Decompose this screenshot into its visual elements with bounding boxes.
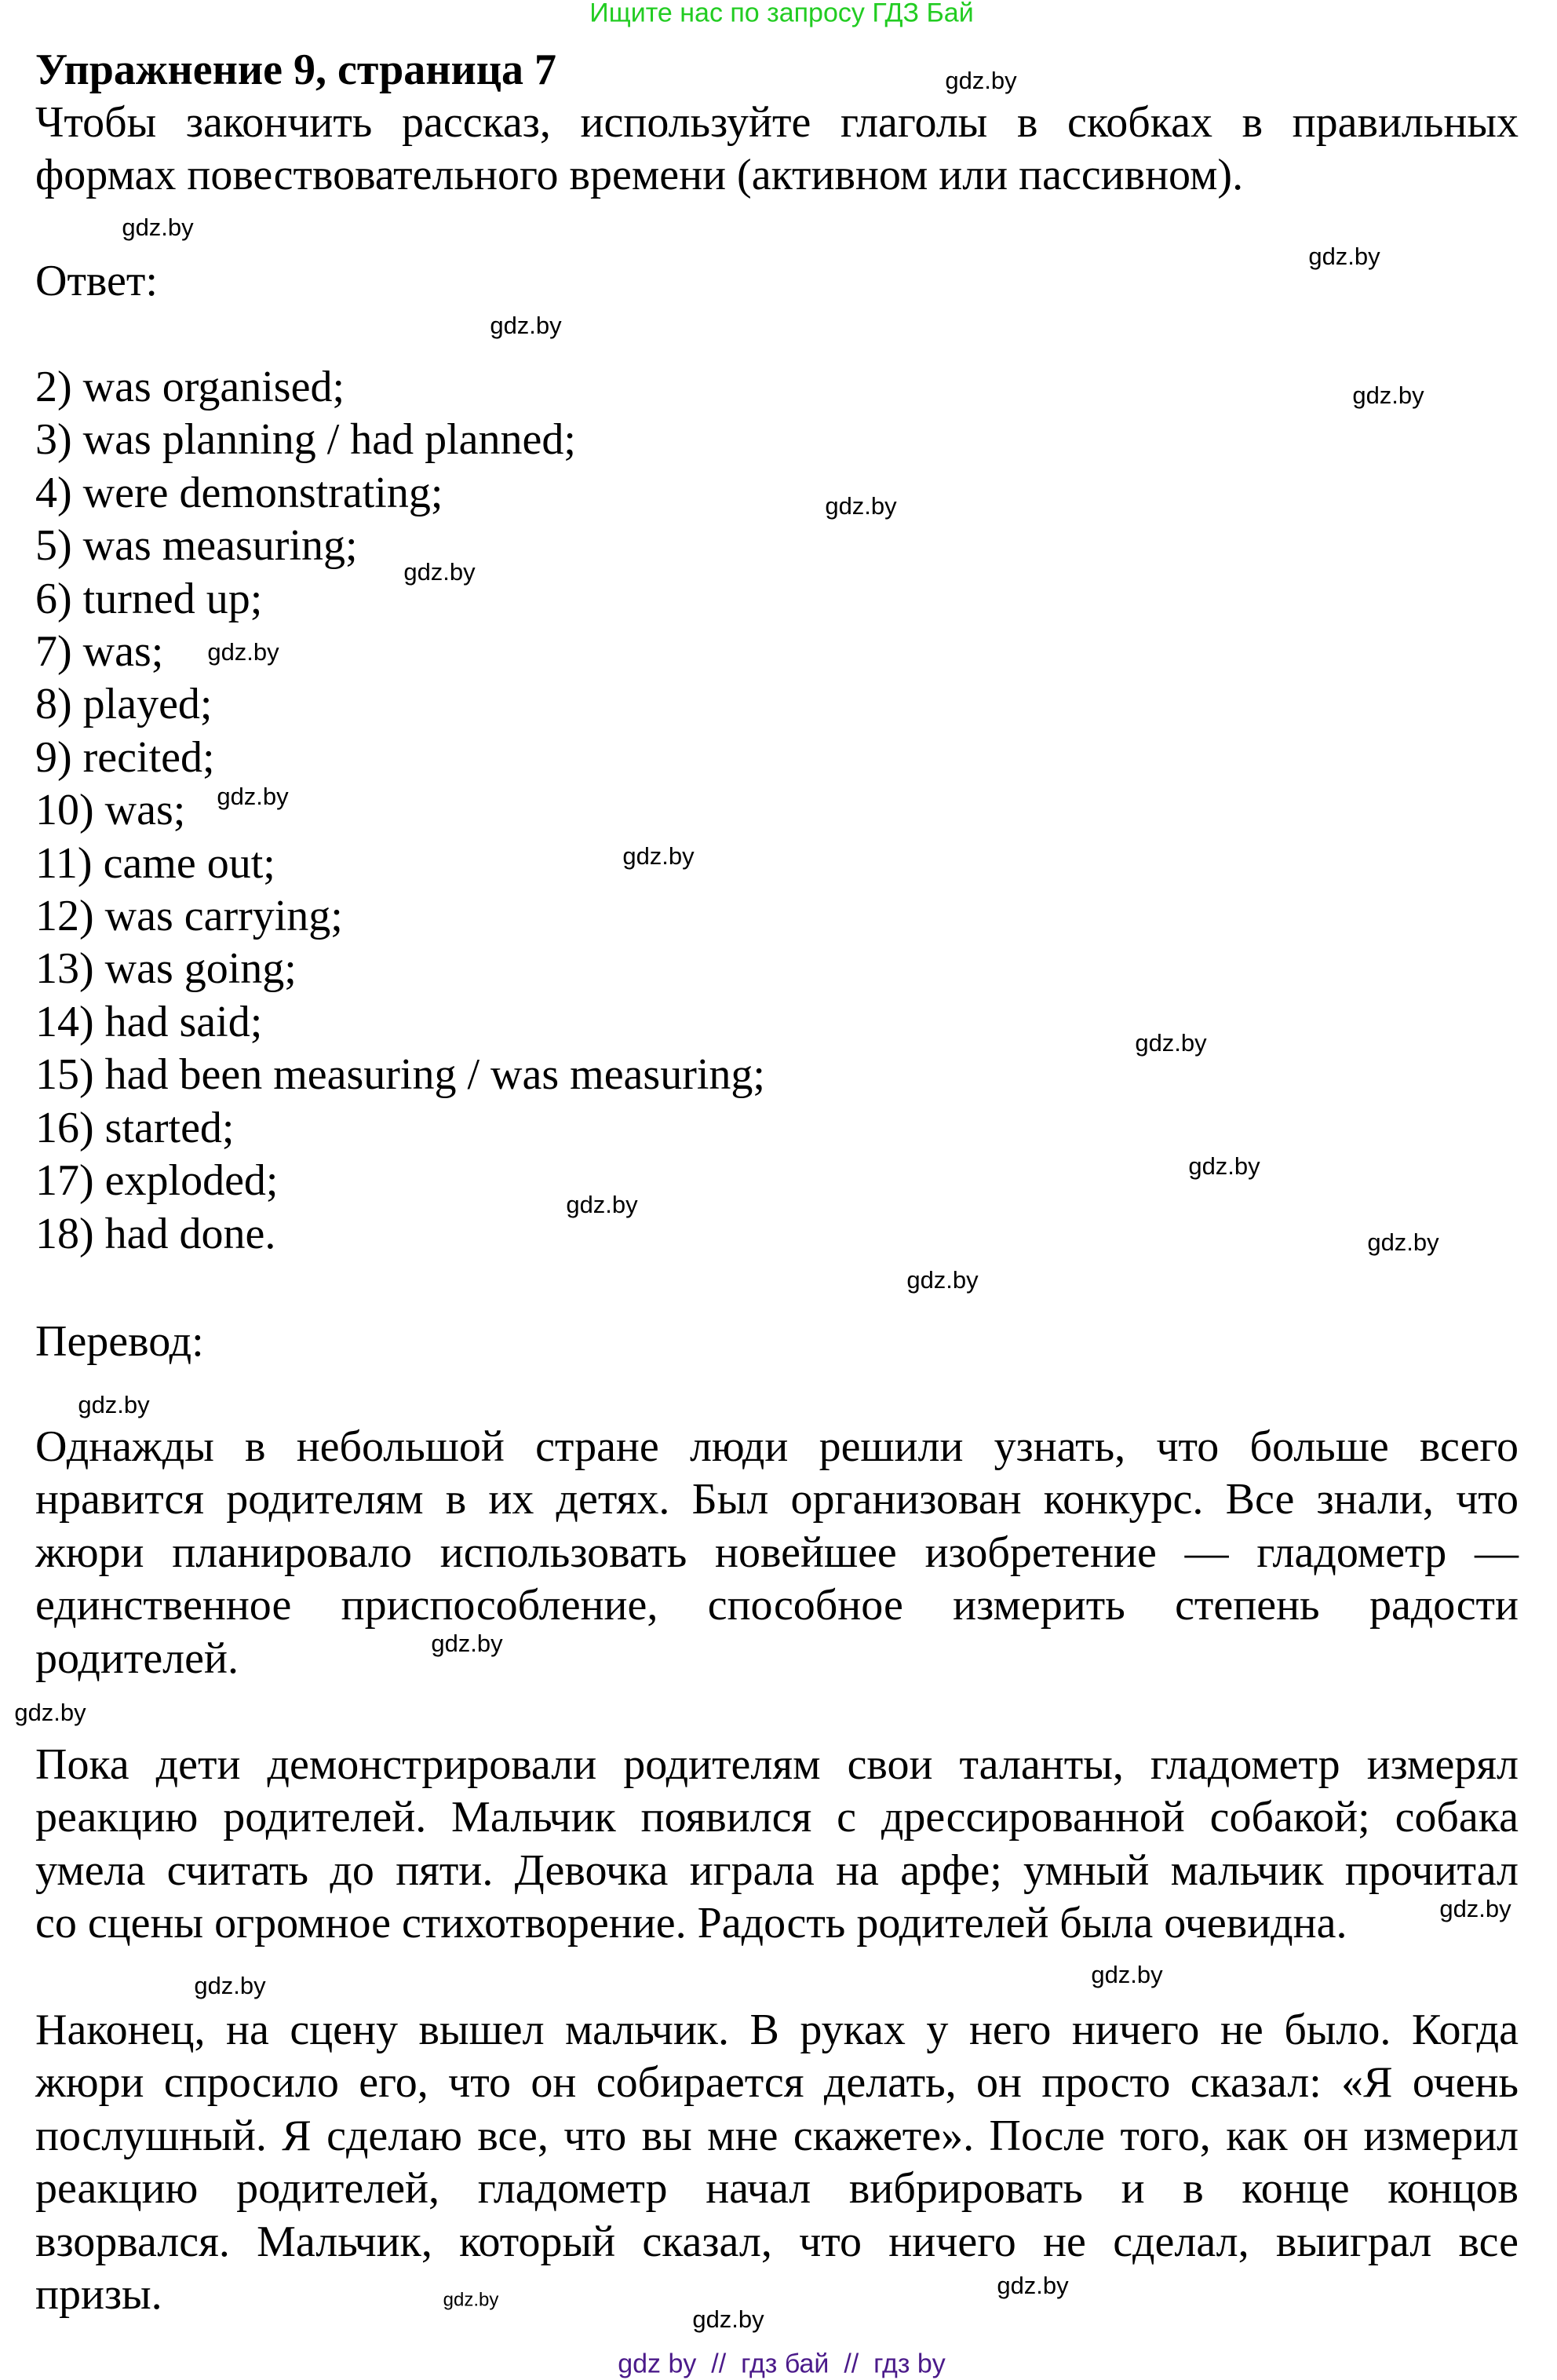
header-banner: Ищите нас по запросу ГДЗ Бай (589, 0, 974, 28)
watermark: gdz.by (1439, 1895, 1511, 1922)
text-line: нравится родителям в их детях. Был организован конкурс. Все знали, что (35, 1475, 1519, 1524)
watermark: gdz.by (207, 638, 279, 666)
watermark: gdz.by (1308, 243, 1380, 270)
answer-item: 10) was; (35, 786, 186, 835)
watermark: gdz.by (194, 1972, 266, 1999)
watermark: gdz.by (692, 2305, 764, 2333)
answer-item: 7) was; (35, 627, 164, 677)
watermark: gdz.by (1188, 1152, 1260, 1180)
text-line: послушный. Я сделаю все, что вы мне скажете». После того, как он измерил (35, 2111, 1519, 2160)
watermark: gdz.by (825, 492, 897, 520)
text-line: жюри спросило его, что он собирается делать, он просто сказал: «Я очень (35, 2058, 1519, 2108)
translation-paragraph-1 (35, 1421, 1519, 1685)
text-line: единственное приспособление, способное измерить степень радости (35, 1581, 1519, 1630)
text-line: со сцены огромное стихотворение. Радость родителей была очевидна. (35, 1899, 1347, 1948)
title-text: Упражнение 9, страница 7 (35, 46, 557, 94)
watermark: gdz.by (945, 67, 1017, 94)
answer-item: 2) was organised; (35, 363, 345, 411)
watermark: gdz.by (431, 1630, 503, 1657)
watermark: gdz.by (906, 1266, 979, 1294)
footer-banner: gdz by // гдз бай // гдз by (618, 2349, 946, 2379)
task-line: формах повествовательного времени (активном или пассивном). (35, 151, 1244, 200)
answer-item: 15) had been measuring / was measuring; (35, 1050, 765, 1100)
text-line: умела считать до пяти. Девочка играла на арфе; умный мальчик прочитал (35, 1845, 1519, 1895)
text-line: родителей. (35, 1634, 239, 1683)
text-line: Однажды в небольшой стране люди решили узнать, что больше всего (35, 1422, 1519, 1471)
task-line: Чтобы закончить рассказ, используйте глаголы в скобках в правильных (35, 98, 1519, 147)
watermark: gdz.by (1135, 1029, 1207, 1057)
answer-item: 12) was carrying; (35, 892, 343, 941)
answer-item: 11) came out; (35, 838, 275, 888)
watermark: gdz.by (78, 1391, 150, 1418)
answer-item: 17) exploded; (35, 1156, 279, 1206)
watermark: gdz.by (122, 214, 194, 241)
watermark: gdz.by (14, 1699, 86, 1726)
watermark: gdz.by (622, 842, 695, 870)
watermark: gdz.by (1352, 381, 1424, 409)
answer-label: Ответ: (35, 257, 158, 305)
task-text (35, 97, 1519, 203)
translation-paragraph-3 (35, 2004, 1519, 2321)
answer-item: 4) were demonstrating; (35, 468, 443, 517)
translation-paragraph-2 (35, 1739, 1519, 1951)
text-line: взорвался. Мальчик, который сказал, что ничего не сделал, выиграл все (35, 2217, 1519, 2266)
page-title (35, 43, 556, 97)
watermark: gdz.by (217, 783, 289, 810)
answer-item: 14) had said; (35, 997, 263, 1046)
answer-item: 5) was measuring; (35, 521, 358, 571)
watermark: gdz.by (566, 1191, 638, 1218)
text-line: Пока дети демонстрировали родителям свои таланты, гладометр измерял (35, 1740, 1519, 1789)
answer-item: 9) recited; (35, 732, 215, 782)
watermark: gdz.by (403, 558, 476, 586)
watermark: gdz.by (1091, 1961, 1163, 1988)
answer-item: 6) turned up; (35, 574, 263, 623)
text-line: Наконец, на сцену вышел мальчик. В руках у него ничего не было. Когда (35, 2006, 1519, 2054)
answer-item: 8) played; (35, 680, 213, 729)
watermark: gdz.by (490, 312, 562, 339)
answer-item: 16) started; (35, 1103, 235, 1152)
text-line: реакцию родителей. Мальчик появился с дрессированной собакой; собака (35, 1793, 1519, 1842)
watermark: gdz.by (1367, 1228, 1439, 1256)
text-line: жюри планировало использовать новейшее изобретение — гладометр — (35, 1528, 1519, 1577)
watermark: gdz.by (997, 2272, 1069, 2299)
text-line: призы. (35, 2270, 162, 2320)
answer-item: 3) was planning / had planned; (35, 415, 576, 465)
watermark: gdz.by (443, 2289, 499, 2311)
answer-item: 18) had done. (35, 1209, 276, 1258)
answer-item: 13) was going; (35, 944, 297, 994)
text-line: реакцию родителей, гладометр начал вибрировать и в конце концов (35, 2164, 1519, 2214)
answer-list (35, 361, 765, 1261)
translation-label: Перевод: (35, 1317, 204, 1366)
